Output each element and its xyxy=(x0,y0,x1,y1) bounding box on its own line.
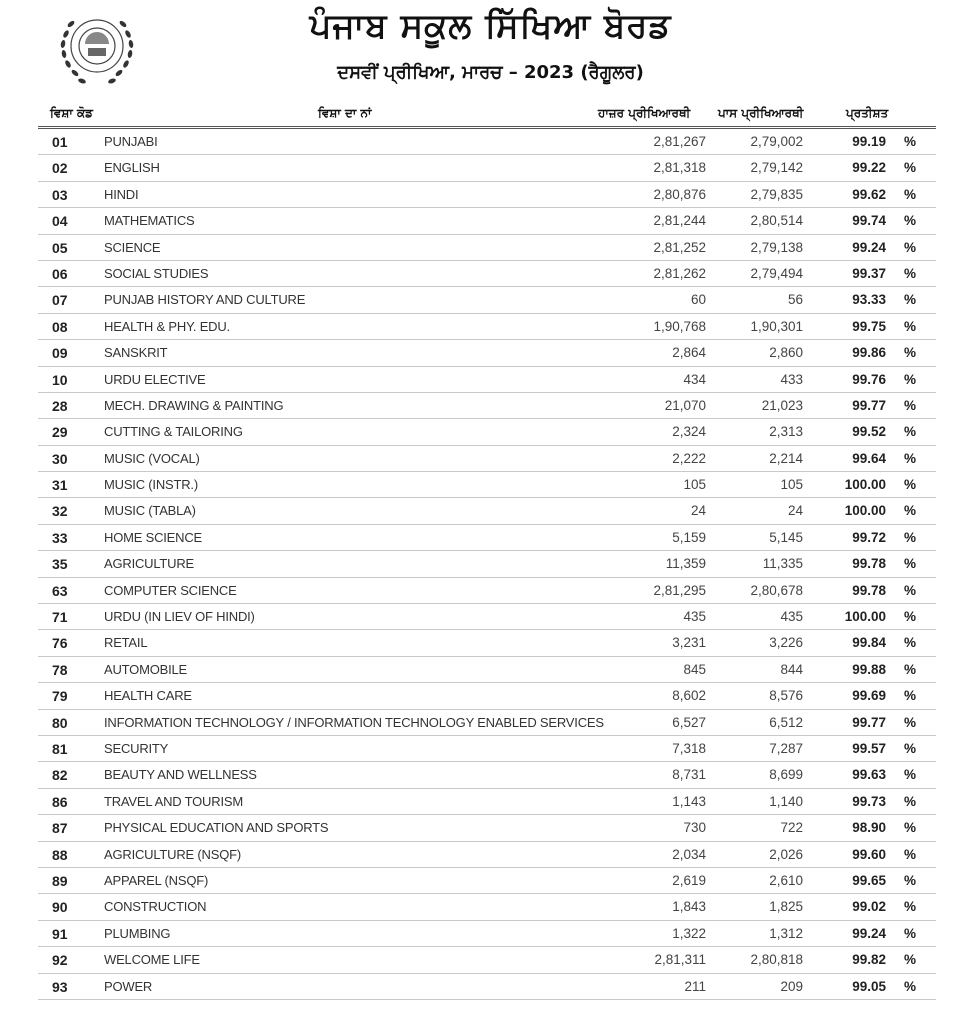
subject-name: HINDI xyxy=(104,186,139,202)
appeared-count: 2,81,267 xyxy=(653,134,706,149)
subject-code: 32 xyxy=(52,503,68,520)
percent-sign: % xyxy=(904,740,917,756)
subject-code: 88 xyxy=(52,846,68,863)
pass-percentage: 99.02 xyxy=(852,899,886,915)
subject-code: 89 xyxy=(52,872,68,889)
subject-name: RETAIL xyxy=(104,635,148,651)
passed-count: 433 xyxy=(780,371,803,387)
subject-name: CONSTRUCTION xyxy=(104,899,207,915)
subject-name: HEALTH & PHY. EDU. xyxy=(104,318,230,334)
passed-count: 2,80,514 xyxy=(750,213,803,229)
subject-name: APPAREL (NSQF) xyxy=(104,872,209,888)
subject-code: 02 xyxy=(52,160,68,177)
subject-name: ENGLISH xyxy=(104,160,160,176)
pass-percentage: 99.57 xyxy=(852,740,886,756)
subject-code: 33 xyxy=(52,529,68,546)
passed-count: 3,226 xyxy=(769,635,803,651)
pass-percentage: 99.86 xyxy=(852,345,886,361)
passed-count: 2,313 xyxy=(769,424,803,440)
subject-name: HEALTH CARE xyxy=(104,688,192,704)
subject-name: POWER xyxy=(104,978,153,994)
table-row xyxy=(38,894,936,920)
subject-code: 87 xyxy=(52,820,68,837)
pass-percentage: 99.22 xyxy=(852,160,886,176)
subject-name: SECURITY xyxy=(104,740,169,756)
percent-sign: % xyxy=(904,609,917,625)
subject-code: 01 xyxy=(52,134,68,150)
pass-percentage: 99.69 xyxy=(852,688,886,704)
percent-sign: % xyxy=(904,424,917,440)
percent-sign: % xyxy=(904,793,917,809)
column-header-code: ਵਿਸ਼ਾ ਕੋਡ xyxy=(50,106,93,120)
subject-code: 79 xyxy=(52,688,68,705)
pass-percentage: 100.00 xyxy=(844,609,886,625)
pass-percentage: 99.76 xyxy=(852,371,886,387)
percent-sign: % xyxy=(904,318,917,334)
percent-sign: % xyxy=(904,767,917,783)
passed-count: 2,79,494 xyxy=(750,265,803,281)
pass-percentage: 99.64 xyxy=(852,450,886,466)
percent-sign: % xyxy=(904,371,917,387)
pass-percentage: 99.72 xyxy=(852,529,886,545)
percent-sign: % xyxy=(904,345,917,361)
table-row xyxy=(38,842,936,868)
percent-sign: % xyxy=(904,239,917,255)
subject-name: URDU (IN LIEV OF HINDI) xyxy=(104,609,255,625)
subject-code: 93 xyxy=(52,978,68,995)
subject-code: 78 xyxy=(52,661,68,678)
percent-sign: % xyxy=(904,582,917,598)
table-row xyxy=(38,472,936,498)
passed-count: 2,610 xyxy=(769,872,803,888)
appeared-count: 1,843 xyxy=(672,899,706,915)
passed-count: 844 xyxy=(780,661,803,677)
percent-sign: % xyxy=(904,925,917,941)
pass-percentage: 99.77 xyxy=(852,397,886,413)
subject-code: 09 xyxy=(52,345,68,362)
subject-name: MUSIC (TABLA) xyxy=(104,503,196,519)
subject-name: PHYSICAL EDUCATION AND SPORTS xyxy=(104,820,329,836)
subject-code: 91 xyxy=(52,925,68,942)
pass-percentage: 99.75 xyxy=(852,318,886,334)
appeared-count: 2,80,876 xyxy=(653,186,706,202)
appeared-count: 1,90,768 xyxy=(653,318,706,334)
appeared-count: 21,070 xyxy=(664,397,706,413)
passed-count: 2,80,818 xyxy=(750,952,803,968)
pass-percentage: 99.78 xyxy=(852,556,886,572)
percent-sign: % xyxy=(904,503,917,519)
subject-code: 04 xyxy=(52,213,68,230)
passed-count: 6,512 xyxy=(769,714,803,730)
subject-name: AGRICULTURE xyxy=(104,556,195,572)
appeared-count: 2,222 xyxy=(672,450,706,466)
table-row xyxy=(38,578,936,604)
table-body xyxy=(38,129,936,1000)
appeared-count: 7,318 xyxy=(672,740,706,756)
table-row xyxy=(38,657,936,683)
subject-code: 35 xyxy=(52,556,68,573)
table-row xyxy=(38,736,936,762)
passed-count: 1,312 xyxy=(769,925,803,941)
subject-code: 81 xyxy=(52,740,68,757)
pass-percentage: 93.33 xyxy=(852,292,886,308)
table-row xyxy=(38,498,936,524)
subject-code: 31 xyxy=(52,477,68,494)
table-row xyxy=(38,340,936,366)
appeared-count: 2,034 xyxy=(672,846,706,862)
percent-sign: % xyxy=(904,714,917,730)
passed-count: 56 xyxy=(787,292,803,308)
passed-count: 1,140 xyxy=(769,793,803,809)
appeared-count: 24 xyxy=(690,503,706,519)
appeared-count: 60 xyxy=(690,292,706,308)
pass-percentage: 100.00 xyxy=(844,503,886,519)
table-row xyxy=(38,525,936,551)
table-row xyxy=(38,208,936,234)
passed-count: 1,825 xyxy=(769,899,803,915)
passed-count: 2,79,835 xyxy=(750,186,803,202)
subject-name: BEAUTY AND WELLNESS xyxy=(104,767,257,783)
pass-percentage: 99.65 xyxy=(852,872,886,888)
table-row xyxy=(38,815,936,841)
appeared-count: 2,81,262 xyxy=(653,265,706,281)
passed-count: 2,79,002 xyxy=(750,134,803,149)
table-row xyxy=(38,683,936,709)
table-row xyxy=(38,947,936,973)
page-title: ਪੰਜਾਬ ਸਕੂਲ ਸਿੱਖਿਆ ਬੋਰਡ xyxy=(309,6,672,46)
column-header-name: ਵਿਸ਼ਾ ਦਾ ਨਾਂ xyxy=(318,106,372,120)
appeared-count: 5,159 xyxy=(672,529,706,545)
appeared-count: 1,143 xyxy=(672,793,706,809)
appeared-count: 2,81,318 xyxy=(653,160,706,176)
appeared-count: 2,81,311 xyxy=(654,952,706,968)
subject-name: COMPUTER SCIENCE xyxy=(104,582,237,598)
pass-percentage: 99.24 xyxy=(852,239,886,255)
pass-percentage: 99.52 xyxy=(852,424,886,440)
results-table xyxy=(38,104,936,1000)
appeared-count: 2,619 xyxy=(672,872,706,888)
appeared-count: 8,602 xyxy=(672,688,706,704)
passed-count: 7,287 xyxy=(769,740,803,756)
passed-count: 209 xyxy=(780,978,803,994)
pass-percentage: 99.19 xyxy=(852,134,886,149)
percent-sign: % xyxy=(904,899,917,915)
table-row xyxy=(38,367,936,393)
subject-name: AUTOMOBILE xyxy=(104,661,188,677)
subject-name: PLUMBING xyxy=(104,925,171,941)
appeared-count: 730 xyxy=(683,820,706,836)
passed-count: 105 xyxy=(780,477,803,493)
subject-code: 06 xyxy=(52,265,68,282)
percent-sign: % xyxy=(904,661,917,677)
subject-name: MATHEMATICS xyxy=(104,213,195,229)
pass-percentage: 99.62 xyxy=(852,186,886,202)
table-row xyxy=(38,419,936,445)
subject-code: 05 xyxy=(52,239,68,256)
percent-sign: % xyxy=(904,265,917,281)
passed-count: 2,79,138 xyxy=(750,239,803,255)
passed-count: 2,79,142 xyxy=(750,160,803,176)
subject-code: 29 xyxy=(52,424,68,441)
table-row xyxy=(38,789,936,815)
subject-code: 30 xyxy=(52,450,68,467)
passed-count: 435 xyxy=(780,609,803,625)
passed-count: 1,90,301 xyxy=(750,318,803,334)
subject-code: 63 xyxy=(52,582,68,599)
percent-sign: % xyxy=(904,688,917,704)
percent-sign: % xyxy=(904,846,917,862)
passed-count: 2,860 xyxy=(769,345,803,361)
appeared-count: 2,81,244 xyxy=(653,213,706,229)
subject-code: 08 xyxy=(52,318,68,335)
subject-code: 07 xyxy=(52,292,68,309)
subject-name: SOCIAL STUDIES xyxy=(104,265,209,281)
pass-percentage: 99.84 xyxy=(852,635,886,651)
passed-count: 2,80,678 xyxy=(750,582,803,598)
appeared-count: 2,81,252 xyxy=(653,239,706,255)
page-subtitle: ਦਸਵੀਂ ਪ੍ਰੀਖਿਆ, ਮਾਰਚ – 2023 (ਰੈਗੂਲਰ) xyxy=(337,62,644,83)
table-row xyxy=(38,393,936,419)
passed-count: 24 xyxy=(787,503,803,519)
pass-percentage: 100.00 xyxy=(844,477,886,493)
table-row xyxy=(38,868,936,894)
appeared-count: 1,322 xyxy=(672,925,706,941)
table-row xyxy=(38,129,936,155)
table-row xyxy=(38,630,936,656)
appeared-count: 3,231 xyxy=(672,635,706,651)
pass-percentage: 99.88 xyxy=(852,661,886,677)
subject-name: MECH. DRAWING & PAINTING xyxy=(104,397,284,413)
subject-code: 82 xyxy=(52,767,68,784)
subject-name: MUSIC (VOCAL) xyxy=(104,450,200,466)
pass-percentage: 99.73 xyxy=(852,793,886,809)
subject-name: TRAVEL AND TOURISM xyxy=(104,793,243,809)
percent-sign: % xyxy=(904,477,917,493)
table-row xyxy=(38,235,936,261)
subject-name: SCIENCE xyxy=(104,239,161,255)
pass-percentage: 99.63 xyxy=(852,767,886,783)
table-row xyxy=(38,182,936,208)
subject-name: INFORMATION TECHNOLOGY / INFORMATION TECHNOLOGY ENABLED SERVICES xyxy=(104,714,604,730)
passed-count: 2,214 xyxy=(769,450,803,466)
subject-code: 76 xyxy=(52,635,68,652)
subject-name: CUTTING & TAILORING xyxy=(104,424,243,440)
subject-name: SANSKRIT xyxy=(104,345,168,361)
subject-name: URDU ELECTIVE xyxy=(104,371,206,387)
subject-name: PUNJAB HISTORY AND CULTURE xyxy=(104,292,306,308)
table-row xyxy=(38,155,936,181)
percent-sign: % xyxy=(904,529,917,545)
percent-sign: % xyxy=(904,872,917,888)
subject-name: WELCOME LIFE xyxy=(104,952,200,968)
pass-percentage: 99.77 xyxy=(852,714,886,730)
table-row xyxy=(38,921,936,947)
passed-count: 21,023 xyxy=(761,397,803,413)
table-row xyxy=(38,314,936,340)
percent-sign: % xyxy=(904,213,917,229)
pass-percentage: 99.82 xyxy=(852,952,886,968)
pass-percentage: 99.05 xyxy=(852,978,886,994)
subject-code: 28 xyxy=(52,397,68,414)
appeared-count: 11,359 xyxy=(665,556,706,572)
passed-count: 5,145 xyxy=(769,529,803,545)
percent-sign: % xyxy=(904,952,917,968)
table-row xyxy=(38,287,936,313)
subject-name: AGRICULTURE (NSQF) xyxy=(104,846,241,862)
subject-name: HOME SCIENCE xyxy=(104,529,203,545)
appeared-count: 434 xyxy=(683,371,706,387)
percent-sign: % xyxy=(904,820,917,836)
table-row xyxy=(38,551,936,577)
pass-percentage: 99.74 xyxy=(852,213,886,229)
table-row xyxy=(38,974,936,1000)
passed-count: 11,335 xyxy=(762,556,803,572)
percent-sign: % xyxy=(904,134,917,149)
appeared-count: 845 xyxy=(683,661,706,677)
percent-sign: % xyxy=(904,450,917,466)
appeared-count: 211 xyxy=(684,978,706,994)
percent-sign: % xyxy=(904,160,917,176)
subject-code: 90 xyxy=(52,899,68,916)
subject-code: 92 xyxy=(52,952,68,969)
pass-percentage: 98.90 xyxy=(852,820,886,836)
percent-sign: % xyxy=(904,556,917,572)
table-row xyxy=(38,446,936,472)
passed-count: 8,699 xyxy=(769,767,803,783)
subject-code: 10 xyxy=(52,371,68,388)
subject-code: 80 xyxy=(52,714,68,731)
percent-sign: % xyxy=(904,186,917,202)
appeared-count: 2,864 xyxy=(672,345,706,361)
table-header xyxy=(38,104,936,129)
pass-percentage: 99.37 xyxy=(852,265,886,281)
subject-code: 86 xyxy=(52,793,68,810)
appeared-count: 105 xyxy=(683,477,706,493)
appeared-count: 8,731 xyxy=(672,767,706,783)
percent-sign: % xyxy=(904,397,917,413)
subject-name: MUSIC (INSTR.) xyxy=(104,477,198,493)
passed-count: 8,576 xyxy=(769,688,803,704)
pass-percentage: 99.78 xyxy=(852,582,886,598)
subject-code: 03 xyxy=(52,186,68,203)
passed-count: 722 xyxy=(780,820,803,836)
appeared-count: 2,81,295 xyxy=(653,582,706,598)
percent-sign: % xyxy=(904,292,917,308)
percent-sign: % xyxy=(904,635,917,651)
column-header-appeared: ਹਾਜ਼ਰ ਪ੍ਰੀਖਿਆਰਥੀ xyxy=(598,106,691,120)
passed-count: 2,026 xyxy=(769,846,803,862)
percent-sign: % xyxy=(904,978,917,994)
subject-name: PUNJABI xyxy=(104,134,158,149)
appeared-count: 2,324 xyxy=(672,424,706,440)
table-row xyxy=(38,710,936,736)
appeared-count: 435 xyxy=(683,609,706,625)
table-row xyxy=(38,261,936,287)
table-row xyxy=(38,762,936,788)
table-row xyxy=(38,604,936,630)
pass-percentage: 99.60 xyxy=(852,846,886,862)
subject-code: 71 xyxy=(52,609,68,626)
appeared-count: 6,527 xyxy=(672,714,706,730)
column-header-percentage: ਪ੍ਰਤੀਸ਼ਤ xyxy=(846,106,889,120)
pass-percentage: 99.24 xyxy=(852,925,886,941)
column-header-passed: ਪਾਸ ਪ੍ਰੀਖਿਆਰਥੀ xyxy=(718,106,804,120)
